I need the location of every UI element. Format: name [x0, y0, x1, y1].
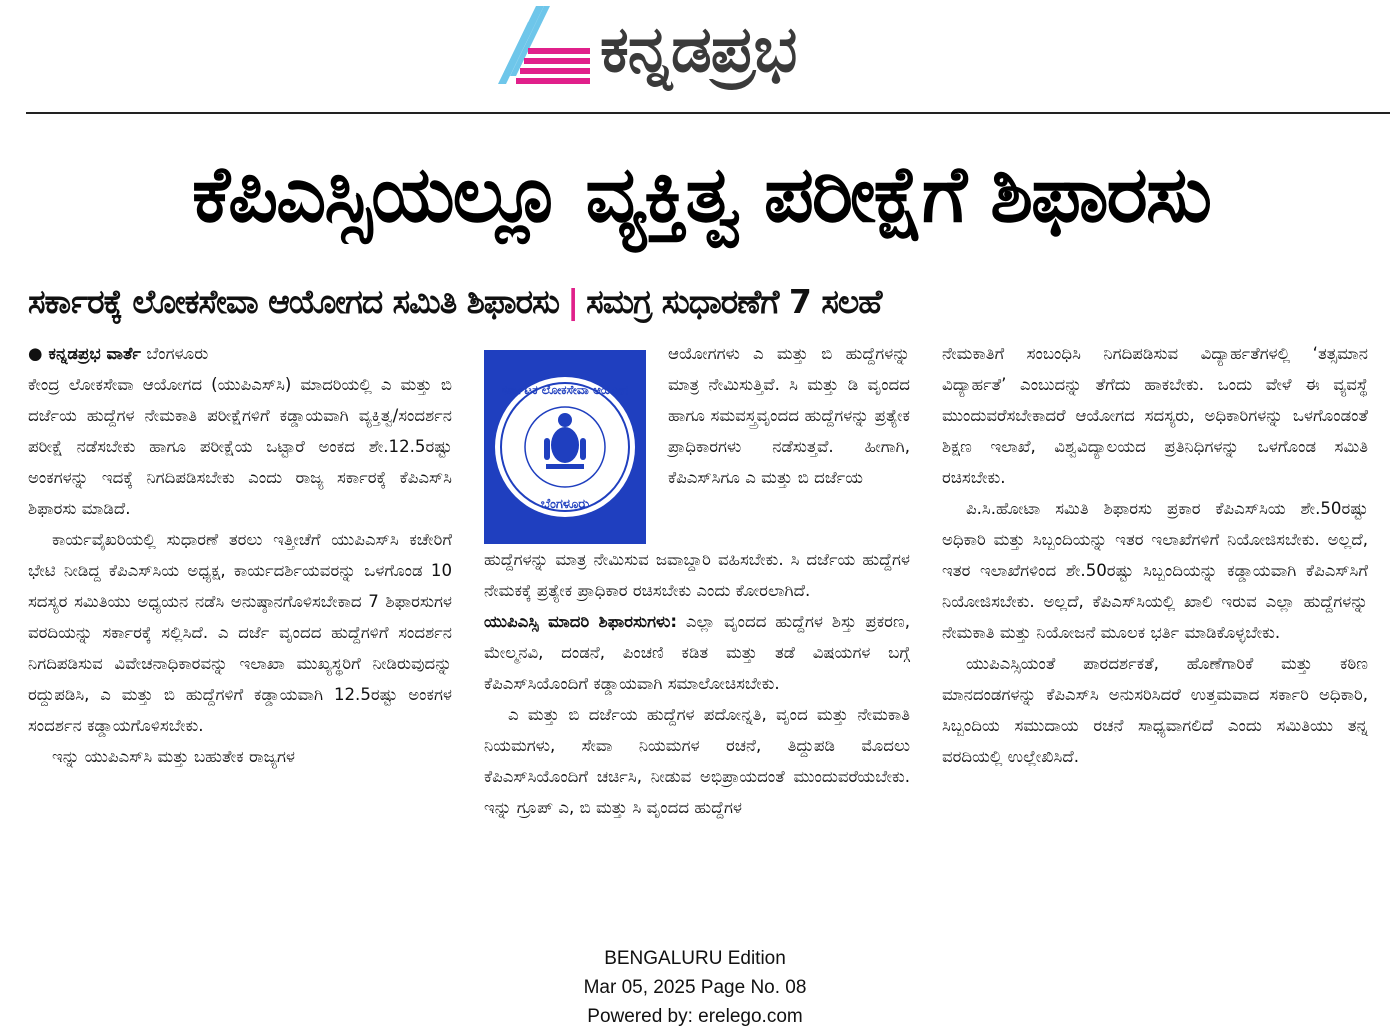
paragraph: ಕಾರ್ಯವೈಖರಿಯಲ್ಲಿ ಸುಧಾರಣೆ ತರಲು ಇತ್ತೀಚೆಗೆ ಯುಪಿಎಸ್‌ಸಿ ಕಚೇರಿಗೆ ಭೇಟಿ ನೀಡಿದ್ದ ಕೆಪಿಎಸ್‌ಸಿಯ ಅಧ್ಯಕ್ಷ, ಕಾರ್ಯದರ್ಶಿಯವರನ್ನು ಒಳಗೊಂಡ 10 ಸದಸ್ಯರ ಸಮಿತಿಯು ಅಧ್ಯಯನ ನಡೆಸಿ ಅನುಷ್ಠಾನಗೊಳಿಸಬೇಕಾದ 7 ಶಿಫಾರಸುಗಳ ವರದಿಯನ್ನು ಸರ್ಕಾರಕ್ಕೆ ಸಲ್ಲಿಸಿದೆ. ಎ ದರ್ಜೆ ವೃಂದದ ಹುದ್ದೆಗಳಿಗೆ ಸಂದರ್ಶನ ನಿಗದಿಪಡಿಸುವ ವಿವೇಚನಾಧಿಕಾರವನ್ನು ಇಲಾಖಾ ಮುಖ್ಯಸ್ಥರಿಗೆ ನೀಡಿರುವುದನ್ನು ರದ್ದುಪಡಿಸಿ, ಎ ಮತ್ತು ಬಿ ಹುದ್ದೆಗಳಿಗೆ ಕಡ್ಡಾಯವಾಗಿ 12.5ರಷ್ಟು ಅಂಕಗಳ ಸಂದರ್ಶನ ಕಡ್ಡಾಯಗೊಳಿಸಬೇಕು. [28, 530, 452, 735]
kpsc-seal [484, 350, 646, 544]
footer-date-page: Mar 05, 2025 Page No. 08 [583, 977, 807, 998]
article-column-3 [942, 338, 1368, 772]
article-column-2 [484, 338, 910, 823]
footer-edition: BENGALURU Edition [604, 948, 786, 969]
masthead [0, 0, 1390, 112]
seal-city: ಬೆಂಗಳೂರು [540, 497, 590, 512]
subhead-left: ಸರ್ಕಾರಕ್ಕೆ ಲೋಕಸೇವಾ ಆಯೋಗದ ಸಮಿತಿ ಶಿಫಾರಸು [28, 282, 560, 321]
paragraph: ಯುಪಿಎಸ್ಸಿಯಂತೆ ಪಾರದರ್ಶಕತೆ, ಹೊಣೆಗಾರಿಕೆ ಮತ್ತು ಕಠಿಣ ಮಾನದಂಡಗಳನ್ನು ಕೆಪಿಎಸ್‌ಸಿ ಅನುಸರಿಸಿದರೆ ಉತ್ತಮವಾದ ಸರ್ಕಾರಿ ಅಧಿಕಾರಿ, ಸಿಬ್ಬಂದಿಯ ಸಮುದಾಯ ರಚನೆ ಸಾಧ್ಯವಾಗಲಿದೆ ಎಂದು ಸಮಿತಿಯು ತನ್ನ ವರದಿಯಲ್ಲಿ ಉಲ್ಲೇಖಿಸಿದೆ. [942, 654, 1368, 766]
subhead-separator: | [567, 282, 579, 321]
subheading: ಯುಪಿಎಸ್ಸಿ ಮಾದರಿ ಶಿಫಾರಸುಗಳು: [484, 612, 677, 631]
article-column-1 [28, 338, 452, 772]
byline-bullet: ● [28, 344, 43, 363]
footer [0, 944, 1390, 1031]
paragraph: ಹುದ್ದೆಗಳನ್ನು ಮಾತ್ರ ನೇಮಿಸುವ ಜವಾಬ್ದಾರಿ ವಹಿಸಬೇಕು. ಸಿ ದರ್ಜೆಯ ಹುದ್ದೆಗಳ ನೇಮಕಕ್ಕೆ ಪ್ರತ್ಯೇಕ ಪ್ರಾಧಿಕಾರ ರಚಿಸಬೇಕು ಎಂದು ಕೋರಲಾಗಿದೆ. [484, 550, 910, 600]
subhead-right: ಸಮಗ್ರ ಸುಧಾರಣೆಗೆ 7 ಸಲಹೆ [586, 282, 882, 321]
byline-source: ಕನ್ನಡಪ್ರಭ ವಾರ್ತೆ [48, 344, 142, 363]
masthead-title: ಕನ್ನಡಪ್ರಭ [600, 13, 797, 87]
kpsc-emblem-icon [484, 350, 646, 544]
paragraph: ನೇಮಕಾತಿಗೆ ಸಂಬಂಧಿಸಿ ನಿಗದಿಪಡಿಸುವ ವಿದ್ಯಾರ್ಹತೆಗಳಲ್ಲಿ ‘ತತ್ಸಮಾನ ವಿದ್ಯಾರ್ಹತೆ’ ಎಂಬುದನ್ನು ತೆಗೆದು ಹಾಕಬೇಕು. ಒಂದು ವೇಳೆ ಈ ವ್ಯವಸ್ಥೆ ಮುಂದುವರೆಸಬೇಕಾದರೆ ಆಯೋಗದ ಸದಸ್ಯರು, ಅಧಿಕಾರಿಗಳನ್ನು ಒಳಗೊಂಡಂತೆ ಶಿಕ್ಷಣ ಇಲಾಖೆ, ವಿಶ್ವವಿದ್ಯಾಲಯದ ಪ್ರತಿನಿಧಿಗಳನ್ನು ಒಳಗೊಂಡ ಸಮಿತಿ ರಚಿಸಬೇಕು. [942, 344, 1368, 487]
paragraph: ಇನ್ನು ಯುಪಿಎಸ್‌ಸಿ ಮತ್ತು ಬಹುತೇಕ ರಾಜ್ಯಗಳ [52, 747, 296, 766]
byline-place: ಬೆಂಗಳೂರು [146, 344, 209, 363]
byline [28, 338, 452, 369]
seal-ring-text: ಕರ್ನಾಟಕ ಲೋಕಸೇವಾ ಆಯೋಗ [501, 383, 629, 397]
paragraph: ಕೇಂದ್ರ ಲೋಕಸೇವಾ ಆಯೋಗದ (ಯುಪಿಎಸ್‌ಸಿ) ಮಾದರಿಯಲ್ಲಿ ಎ ಮತ್ತು ಬಿ ದರ್ಜೆಯ ಹುದ್ದೆಗಳ ನೇಮಕಾತಿ ಪರೀಕ್ಷೆಗಳಿಗೆ ಕಡ್ಡಾಯವಾಗಿ ವ್ಯಕ್ತಿತ್ವ/ಸಂದರ್ಶನ ಪರೀಕ್ಷೆ ನಡೆಸಬೇಕು ಹಾಗೂ ಪರೀಕ್ಷೆಯ ಒಟ್ಟಾರೆ ಅಂಕದ ಶೇ.12.5ರಷ್ಟು ಅಂಕಗಳನ್ನು ಇದಕ್ಕೆ ನಿಗದಿಪಡಿಸಬೇಕು ಎಂದು ರಾಜ್ಯ ಸರ್ಕಾರಕ್ಕೆ ಕೆಪಿಎಸ್‌ಸಿ ಶಿಫಾರಸು ಮಾಡಿದೆ. [28, 375, 452, 518]
kannadaprabha-logo-icon [498, 4, 598, 86]
paragraph-text: ಎಲ್ಲಾ ವೃಂದದ ಹುದ್ದೆಗಳ ಶಿಸ್ತು ಪ್ರಕರಣ, ಮೇಲ್ಮನವಿ, ದಂಡನೆ, ಪಿಂಚಣಿ ಕಡಿತ ಮತ್ತು ತಡೆ ವಿಷಯಗಳ ಬಗ್ಗೆ ಕೆಪಿಎಸ್‌ಸಿಯೊಂದಿಗೆ ಕಡ್ಡಾಯವಾಗಿ ಸಮಾಲೋಚಿಸಬೇಕು. [484, 612, 910, 693]
paragraph: ಎ ಮತ್ತು ಬಿ ದರ್ಜೆಯ ಹುದ್ದೆಗಳ ಪದೋನ್ನತಿ, ವೃಂದ ಮತ್ತು ನೇಮಕಾತಿ ನಿಯಮಗಳು, ಸೇವಾ ನಿಯಮಗಳ ರಚನೆ, ತಿದ್ದುಪಡಿ ಮೊದಲು ಕೆಪಿಎಸ್‌ಸಿಯೊಂದಿಗೆ ಚರ್ಚಿಸಿ, ನೀಡುವ ಅಭಿಪ್ರಾಯದಂತೆ ಮುಂದುವರೆಯಬೇಕು. ಇನ್ನು ಗ್ರೂಪ್ ಎ, ಬಿ ಮತ್ತು ಸಿ ವೃಂದದ ಹುದ್ದೆಗಳ [484, 705, 910, 817]
subhead [28, 274, 1368, 332]
masthead-rule [26, 112, 1390, 114]
paragraph: ಆಯೋಗಗಳು ಎ ಮತ್ತು ಬಿ ಹುದ್ದೆಗಳನ್ನು ಮಾತ್ರ ನೇಮಿಸುತ್ತಿವೆ. ಸಿ ಮತ್ತು ಡಿ ವೃಂದದ ಹಾಗೂ ಸಮವಸ್ತ್ರವೃಂದದ ಹುದ್ದೆಗಳನ್ನು ಪ್ರತ್ಯೇಕ ಪ್ರಾಧಿಕಾರಗಳು ನಡೆಸುತ್ತವೆ. ಹೀಗಾಗಿ, ಕೆಪಿಎಸ್‌ಸಿಗೂ ಎ ಮತ್ತು ಬಿ ದರ್ಜೆಯ [668, 344, 910, 487]
paragraph: ಪಿ.ಸಿ.ಹೋಟಾ ಸಮಿತಿ ಶಿಫಾರಸು ಪ್ರಕಾರ ಕೆಪಿಎಸ್‌ಸಿಯ ಶೇ.50ರಷ್ಟು ಅಧಿಕಾರಿ ಮತ್ತು ಸಿಬ್ಬಂದಿಯನ್ನು ಇತರ ಇಲಾಖೆಗಳಿಗೆ ನಿಯೋಜಿಸಬೇಕು. ಅಲ್ಲದೆ, ಇತರ ಇಲಾಖೆಗಳಿಂದ ಶೇ.50ರಷ್ಟು ಸಿಬ್ಬಂದಿಯನ್ನು ಕಡ್ಡಾಯವಾಗಿ ಕೆಪಿಎಸ್‌ಸಿಗೆ ನಿಯೋಜಿಸಬೇಕು. ಅಲ್ಲದೆ, ಕೆಪಿಎಸ್‌ಸಿಯಲ್ಲಿ ಖಾಲಿ ಇರುವ ಎಲ್ಲಾ ಹುದ್ದೆಗಳನ್ನು ನೇಮಕಾತಿ ಮತ್ತು ನಿಯೋಜನೆ ಮೂಲಕ ಭರ್ತಿ ಮಾಡಿಕೊಳ್ಳಬೇಕು. [942, 499, 1368, 642]
paragraph [484, 606, 910, 699]
headline: ಕೆಪಿಎಸ್ಸಿಯಲ್ಲೂ ವ್ಯಕ್ತಿತ್ವ ಪರೀಕ್ಷೆಗೆ ಶಿಫಾರಸು [191, 150, 1211, 240]
footer-powered-by: Powered by: erelego.com [587, 1006, 803, 1027]
